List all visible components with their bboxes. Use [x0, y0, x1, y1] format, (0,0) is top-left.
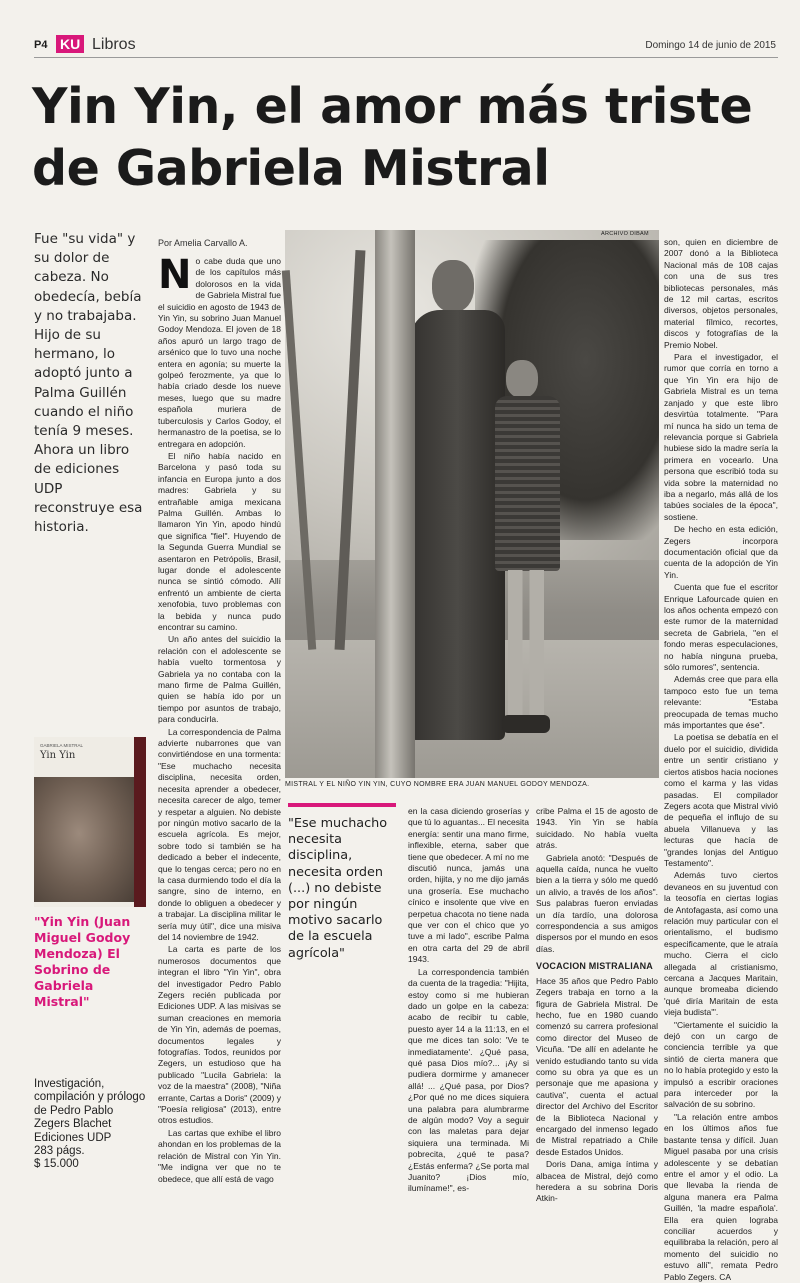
- photo-boy-figure: [490, 360, 570, 760]
- book-info: [34, 1078, 146, 1172]
- article-paragraph: Las cartas que exhibe el libro ahondan en los problemas de la relación de Mistral con Yin Yin. "Me indigna ver que no te obedece, que allí está de vago: [158, 1127, 281, 1184]
- headline-part1: Yin Yin,: [32, 78, 255, 135]
- book-publisher: Ediciones UDP: [34, 1131, 112, 1144]
- book-price: $ 15.000: [34, 1158, 79, 1171]
- article-paragraph: Para el investigador, el rumor que corría en torno a que Yin Yin era hijo de Gabriela Mistral es un tema zanjado y que este libro desvirtúa totalmente. "Para mí nunca ha sido un tema de relevancia porque si Gabriela hubiese sido la madre sería la primera en vocearlo. Una persona que escribió toda su vida sobre la maternidad no iba a negarlo, más allá de los tabúes sociales de la época", sostiene.: [664, 352, 778, 522]
- article-paragraph: Doris Dana, amiga íntima y albacea de Mistral, dejó como heredera a su sobrina Doris Atkin-: [536, 1159, 658, 1204]
- book-cover-author: GABRIELA MISTRAL: [40, 743, 84, 748]
- page-header: [34, 34, 778, 58]
- article-paragraph: El niño había nacido en Barcelona y pasó toda su infancia en Europa junto a dos madres: Gabriela y su entrañable amiga mexicana Palma Guillén. Ambas lo llamaron Yin Yin, apodo hindú que significa "fiel". Huyendo de la Segunda Guerra Mundial se asentaron en Petrópolis, Brasil, lugar donde el adolescente nunca se sintió cómodo. Allí enfrentó un ambiente de cierta xenofobia, tuvo problemas con la bebida y nunca pudo encontrar su camino.: [158, 450, 281, 632]
- article-column-4: [664, 237, 778, 1282]
- headline-bold: el amor más triste: [254, 78, 753, 135]
- end-mark: CA: [719, 1271, 732, 1282]
- article-column-2: [408, 806, 529, 1194]
- article-paragraph: cribe Palma el 15 de agosto de 1943. Yin Yin se había suicidado. No había vuelta atrás.: [536, 806, 658, 851]
- article-column-3: [536, 806, 658, 1204]
- page-number: P4: [34, 39, 48, 51]
- photo-caption: MISTRAL Y EL NIÑO YIN YIN, CUYO NOMBRE ERA JUAN MANUEL GODOY MENDOZA.: [285, 781, 590, 788]
- brand-logo: KU: [56, 35, 84, 53]
- article-paragraph: "Ciertamente el suicidio la dejó con un cargo de conciencia terrible ya que sintió de cierta manera que no lo había protegido y esto la impulsó a escribir oraciones para interceder por la salvación de su sobrino.: [664, 1019, 778, 1110]
- article-paragraph: Un año antes del suicidio la relación con el adolescente se había vuelto tormentosa y Gabriela ya no contaba con la mano firme de Palma Guillén, quien se había ido por un tiempo por asuntos de trabajo, para conducirla.: [158, 634, 281, 725]
- issue-date: Domingo 14 de junio de 2015: [645, 40, 776, 51]
- article-paragraph: Además tuvo ciertos devaneos en su juventud con la teosofía en ciertas logias de Antofagasta, así como una relación muy particular con el orientalismo, el budismo especificamente, que le atraía mucho. Cierra el ciclo allegada al cristianismo, cercana a Jacques Maritain, aunque bromeaba diciendo 'qué diría Maritain de esta vieja budista'".: [664, 870, 778, 1018]
- article-column-1: [158, 252, 281, 1184]
- article-paragraph: La poetisa se debatía en el duelo por el suicidio, dividida entre un sentir cristiano y ciertos atisbos hacia nociones como el karma y las vidas pasadas. El compilador Zegers acota que Mistral vivió de pequeña el influjo de su abuela Villanueva y las lecturas que hacía de "grandes lonjas del Antiguo Testamento".: [664, 732, 778, 868]
- article-paragraph: No cabe duda que uno de los capítulos más dolorosos en la vida de Gabriela Mistral fue el suicidio en agosto de 1943 de Yin Yin, su sobrino Juan Manuel Godoy Mendoza. El joven de 18 años apuró un largo trago de arsénico que lo tuvo una noche entera en agonía; su muerte la golpeó ferozmente, ya que lo había criado desde los nueve meses, luego que su madre española muriera de tuberculosis y Carlos Godoy, el hermanastro de la poetisa, se lo entregara en adopción.: [158, 252, 281, 449]
- book-title: "Yin Yin (Juan Miguel Godoy Mendoza) El Sobrino de Gabriela Mistral": [34, 914, 131, 1009]
- article-paragraph: De hecho en esta edición, Zegers incorpora documentación oficial que da cuenta de la adopción de Yin Yin.: [664, 524, 778, 580]
- headline: [32, 76, 772, 200]
- book-cover-title: Yin Yin: [40, 750, 76, 761]
- section-title: Libros: [92, 36, 136, 53]
- pull-quote: "Ese muchacho necesita disciplina, necesita orden (...) no debiste por ningún motivo sacarlo de la escuela agrícola": [288, 816, 388, 961]
- byline: Por Amelia Carvallo A.: [158, 238, 248, 248]
- pullquote-bar: [288, 803, 396, 807]
- intro-text: Fue "su vida" y su dolor de cabeza. No obedecía, bebía y no trabajaba. Hijo de su hermano, lo adoptó junto a Palma Guillén cuando el niño tenía 9 meses. Ahora un libro de ediciones UDP reconstruye esa historia.: [34, 231, 143, 536]
- drop-cap: N: [158, 252, 192, 298]
- article-paragraph: Cuenta que fue el escritor Enrique Lafourcade quien en los años ochenta empezó con este rumor de la maternidad secreta de Gabriela, "en el fondo meras especulaciones, no había ninguna prueba, sólo rumores", sentencia.: [664, 582, 778, 673]
- article-paragraph: Gabriela anotó: "Después de aquella caída, nunca he vuelto bien a la tierra y sólo me quedó un alivio, a través de los años". Sus palabras fueron enviadas un día tardío, una dolorosa correspondencia a sus amigos dispersos por el mundo en esos días.: [536, 852, 658, 954]
- article-paragraph: La correspondencia también da cuenta de la tragedia: "Hijita, estoy como si me hubieran dado un golpe en la cabeza: acabo de recibir tu cable, puesto ayer 14 a la 11:13, en el que me dices tan solo: 'Ve te inmediatamente'. ¿Qué pasa, qué pasa Dios mío?... ¡Ay si pudiera dormirme y amanecer allá! ... ¿Qué pasa, por Dios? ¿Por qué no me dices siquiera una palabra para alumbrarme de algún modo? Voy a seguir con las maletas para dejar siquiera una terminada. Mi pobrecita, ¿qué te pasa? ¿Estás enferma? ¿Se porta mal Juanito? ¡Dios mío, ilumíname!", es-: [408, 966, 529, 1194]
- book-cover: [34, 737, 146, 907]
- photo-credit: ARCHIVO DIBAM: [601, 231, 649, 237]
- article-paragraph: son, quien en diciembre de 2007 donó a la Biblioteca Nacional más de 108 cajas con una de sus tres bibliotecas personales, más de 12 mil cartas, escritos diversos, objetos personales, material fílmico, recortes, discos y fotografías de la Premio Nobel.: [664, 237, 778, 350]
- subheading: VOCACION MISTRALIANA: [536, 961, 653, 972]
- book-cover-photo: [34, 777, 134, 902]
- article-paragraph: La carta es parte de los numerosos documentos que integran el libro "Yin Yin", obra del investigador Pedro Pablo Zegers recién publicada por Ediciones UDP. A las misivas se suman creaciones en memoria de Yin Yin, además de poemas, documentos legales y fotografías. Todos, reunidos por Zegers, un estudioso que ha publicado "Lucila Gabriela: la voz de la maestra" (2008), "Niña errante, Cartas a Doris" (2009) y "Poesía religiosa" (2013), entre otros estudios.: [158, 944, 281, 1126]
- book-credits: Investigación, compilación y prólogo de Pedro Pablo Zegers Blachet: [34, 1078, 146, 1131]
- headline-part2: de Gabriela Mistral: [32, 140, 550, 197]
- article-paragraph: Hace 35 años que Pedro Pablo Zegers trabaja en torno a la figura de Gabriela Mistral. De hecho, fue en 1980 cuando comenzó su carrera profesional como director del Museo de Vicuña. "De allí en adelante he venido estudiando tanto su vida como su obra ya que es un personaje que me apasiona y cautiva", cuenta el actual director del Archivo del Escritor de la Biblioteca Nacional y encargado del inmenso legado de Mistral repatriado a Chile desde Estados Unidos.: [536, 975, 658, 1157]
- article-paragraph: "La relación entre ambos en los últimos años fue bastante tensa y difícil. Juan Miguel pasaba por una crisis adolescente y se debatían entre el amor y el odio. La que llevaba la rienda de alguna manera era Palma Guillén, 'la madre española'. Ella era quien lograba conciliar acuerdos y equilibraba la relación, pero al momento del suicidio no estuvo allí", remata Pedro Pablo Zegers. CA: [664, 1111, 778, 1282]
- book-spine: [134, 737, 146, 907]
- article-paragraph: en la casa diciendo groserías y que tú lo aguantas... El necesita energía: sentir una mano firme, inflexible, eterna, saber que tiene que obedecer. A mí no me discutió nunca, jamás una orden, hijita, y no me dijo jamás una grosería. Ese muchacho cínico e insolente que vive en perpetua chacota no tiene nada que ver con el chico que yo tuve a mi lado", escribe Palma en otra carta del 29 de abril 1943.: [408, 806, 529, 965]
- article-paragraph: La correspondencia de Palma advierte nubarrones que van convirtiéndose en una tormenta: "Ese muchacho necesita disciplina, necesita orden, necesita aprender a obedecer, necesita carecer de algo, temer y respetar a alguien. No debiste por ningún motivo sacarlo de la escuela agrícola. Es mejor, sobre todo si también se ha dedicado a beber el indecente, que lo tengas cerca; pero no en la casa durmiendo todo el día la sangre, sino de interno, en donde lo obliguen a obedecer y a trabajar. La disciplina militar le sería muy útil", dice una misiva del 14 noviembre de 1942.: [158, 726, 281, 942]
- book-pages: 283 págs.: [34, 1145, 85, 1158]
- archive-photo: [285, 230, 659, 778]
- article-paragraph: Además cree que para ella tampoco esto fue un tema relevante: "Estaba preocupada de temas mucho más importantes que ése".: [664, 674, 778, 731]
